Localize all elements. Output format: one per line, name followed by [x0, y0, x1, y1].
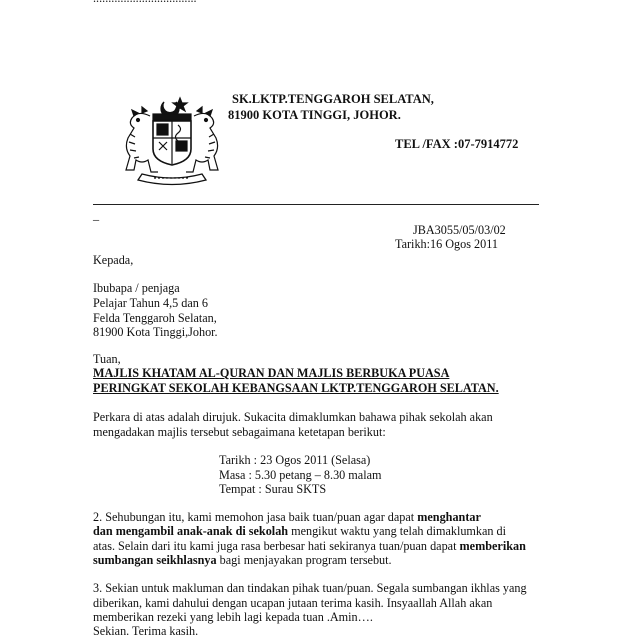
paragraph-2-line	[93, 524, 506, 539]
header-divider	[93, 204, 539, 205]
event-date: Tarikh : 23 Ogos 2011 (Selasa)	[219, 453, 371, 467]
recipient-salutation: Kepada,	[93, 253, 134, 267]
paragraph-2-text: atas. Selain dari itu kami juga rasa berbesar hati sekiranya tuan/puan dapat	[93, 539, 460, 553]
paragraph-2-text: mengikut waktu yang telah dimaklumkan di	[288, 524, 507, 538]
recipient-line: Ibubapa / penjaga	[93, 281, 180, 295]
paragraph-3-line: 3. Sekian untuk makluman dan tindakan pihak tuan/puan. Segala sumbangan ikhlas yang	[93, 581, 527, 595]
paragraph-3-line: memberikan rezeki yang lebih lagi kepada tuan .Amin….	[93, 610, 373, 624]
paragraph-2-text: bagi menjayakan program tersebut.	[216, 553, 392, 567]
school-name: SK.LKTP.TENGGAROH SELATAN,	[232, 92, 434, 106]
recipient-line: Felda Tenggaroh Selatan,	[93, 311, 217, 325]
paragraph-1-line: mengadakan majlis tersebut sebagaimana ketetapan berikut:	[93, 425, 386, 439]
paragraph-2-line	[93, 510, 481, 525]
paragraph-2-emphasis: menghantar	[417, 510, 481, 524]
greeting: Tuan,	[93, 352, 121, 366]
paragraph-2-text: 2. Sehubungan itu, kami memohon jasa baik tuan/puan agar dapat	[93, 510, 418, 524]
paragraph-1-line: Perkara di atas adalah dirujuk. Sukacita dimaklumkan bahawa pihak sekolah akan	[93, 410, 493, 424]
letter-date: Tarikh:16 Ogos 2011	[395, 237, 498, 251]
paragraph-2-emphasis: sumbangan seikhlasnya	[93, 553, 217, 567]
event-place: Tempat : Surau SKTS	[219, 482, 327, 496]
recipient-line: 81900 Kota Tinggi,Johor.	[93, 325, 218, 339]
top-dotted-line	[93, 0, 197, 6]
paragraph-3-line: diberikan, kami dahului dengan ucapan jutaan terima kasih. Insyaallah Allah akan	[93, 596, 493, 610]
coat-of-arms-icon	[120, 94, 224, 186]
paragraph-2-emphasis: dan mengambil anak-anak di sekolah	[93, 524, 289, 538]
paragraph-2-line	[93, 553, 392, 568]
subject-line-2: PERINGKAT SEKOLAH KEBANGSAAN LKTP.TENGGAROH SELATAN.	[93, 381, 499, 395]
subject-line-1: MAJLIS KHATAM AL-QURAN DAN MAJLIS BERBUKA PUASA	[93, 366, 450, 380]
paragraph-3-line: Sekian. Terima kasih.	[93, 624, 199, 638]
paragraph-2-emphasis: memberikan	[459, 539, 526, 553]
divider-tail: _	[93, 208, 100, 222]
recipient-line: Pelajar Tahun 4,5 dan 6	[93, 296, 209, 310]
tel-fax: TEL /FAX :07-7914772	[395, 137, 519, 151]
reference-number: JBA3055/05/03/02	[413, 223, 506, 237]
event-time: Masa : 5.30 petang – 8.30 malam	[219, 468, 382, 482]
school-address: 81900 KOTA TINGGI, JOHOR.	[228, 108, 401, 122]
paragraph-2-line	[93, 539, 526, 554]
